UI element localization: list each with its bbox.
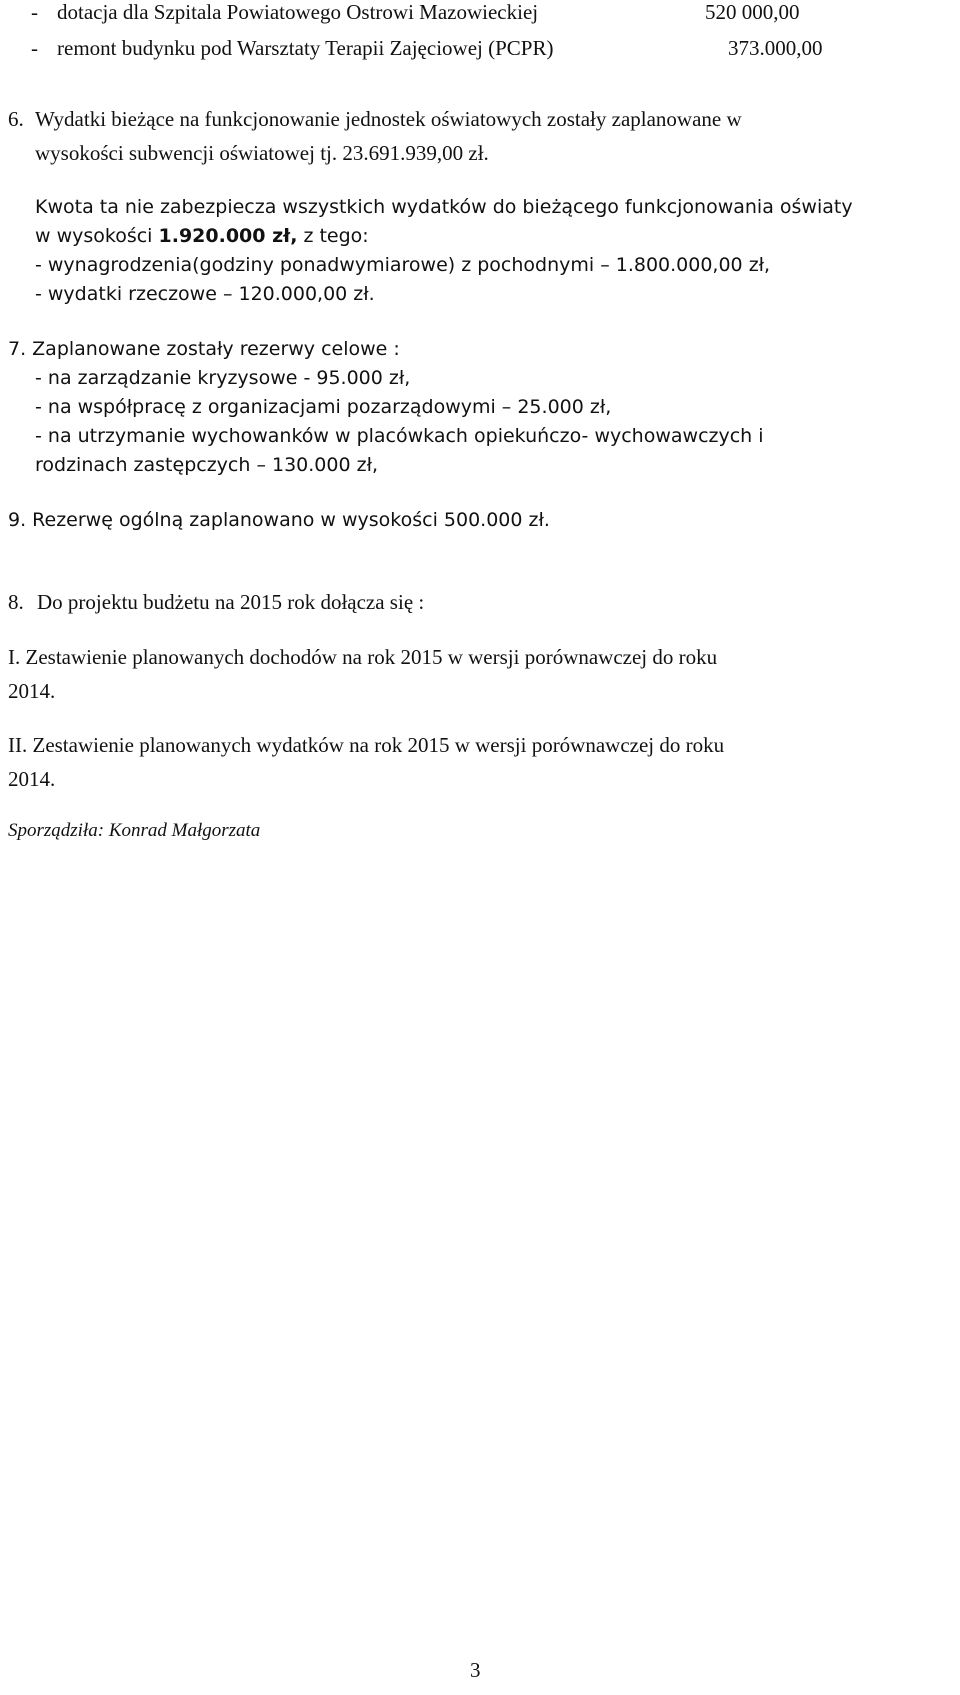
section-8-number: 8. xyxy=(8,590,24,614)
kwota-line-1: Kwota ta nie zabezpiecza wszystkich wydatków do bieżącego funkcjonowania oświaty xyxy=(35,196,853,218)
list-item-text: dotacja dla Szpitala Powiatowego Ostrowi Mazowieckiej xyxy=(57,0,539,24)
kwota-amount: 1.920.000 zł, xyxy=(158,225,298,247)
section-6-line-1: Wydatki bieżące na funkcjonowanie jednostek oświatowych zostały zaplanowane w xyxy=(35,107,742,131)
kwota-line-2-suffix: z tego: xyxy=(297,225,369,247)
kwota-line-2-prefix: w wysokości xyxy=(35,225,159,247)
list-dash: - xyxy=(31,36,38,60)
list-item-amount: 520 000,00 xyxy=(705,0,800,24)
section-6-line-2: wysokości subwencji oświatowej tj. 23.691.939,00 zł. xyxy=(35,141,489,165)
attachment-2-line-2: 2014. xyxy=(8,767,56,791)
list-item-text: remont budynku pod Warsztaty Terapii Zajęciowej (PCPR) xyxy=(57,36,554,60)
kwota-item-material: - wydatki rzeczowe – 120.000,00 zł. xyxy=(35,283,375,305)
section-8-text: Do projektu budżetu na 2015 rok dołącza się : xyxy=(37,590,425,614)
page-number: 3 xyxy=(470,1658,481,1682)
kwota-line-2 xyxy=(35,225,369,248)
reserve-item-care-line-2: rodzinach zastępczych – 130.000 zł, xyxy=(35,454,379,476)
attachment-2-line-1: II. Zestawienie planowanych wydatków na rok 2015 w wersji porównawczej do roku xyxy=(8,733,725,757)
reserve-item-ngo: - na współpracę z organizacjami pozarządowymi – 25.000 zł, xyxy=(35,396,612,418)
attachment-1-line-1: I. Zestawienie planowanych dochodów na rok 2015 w wersji porównawczej do roku xyxy=(8,645,718,669)
section-9: 9. Rezerwę ogólną zaplanowano w wysokości 500.000 zł. xyxy=(8,509,550,531)
section-7-heading: 7. Zaplanowane zostały rezerwy celowe : xyxy=(8,338,400,360)
attachment-1-line-2: 2014. xyxy=(8,679,56,703)
list-item-amount: 373.000,00 xyxy=(728,36,823,60)
kwota-item-salaries: - wynagrodzenia(godziny ponadwymiarowe) z pochodnymi – 1.800.000,00 zł, xyxy=(35,254,771,276)
reserve-item-crisis: - na zarządzanie kryzysowe - 95.000 zł, xyxy=(35,367,411,389)
list-dash: - xyxy=(31,0,38,24)
reserve-item-care-line-1: - na utrzymanie wychowanków w placówkach opiekuńczo- wychowawczych i xyxy=(35,425,764,447)
section-6-number: 6. xyxy=(8,107,24,131)
signature: Sporządziła: Konrad Małgorzata xyxy=(8,820,261,841)
